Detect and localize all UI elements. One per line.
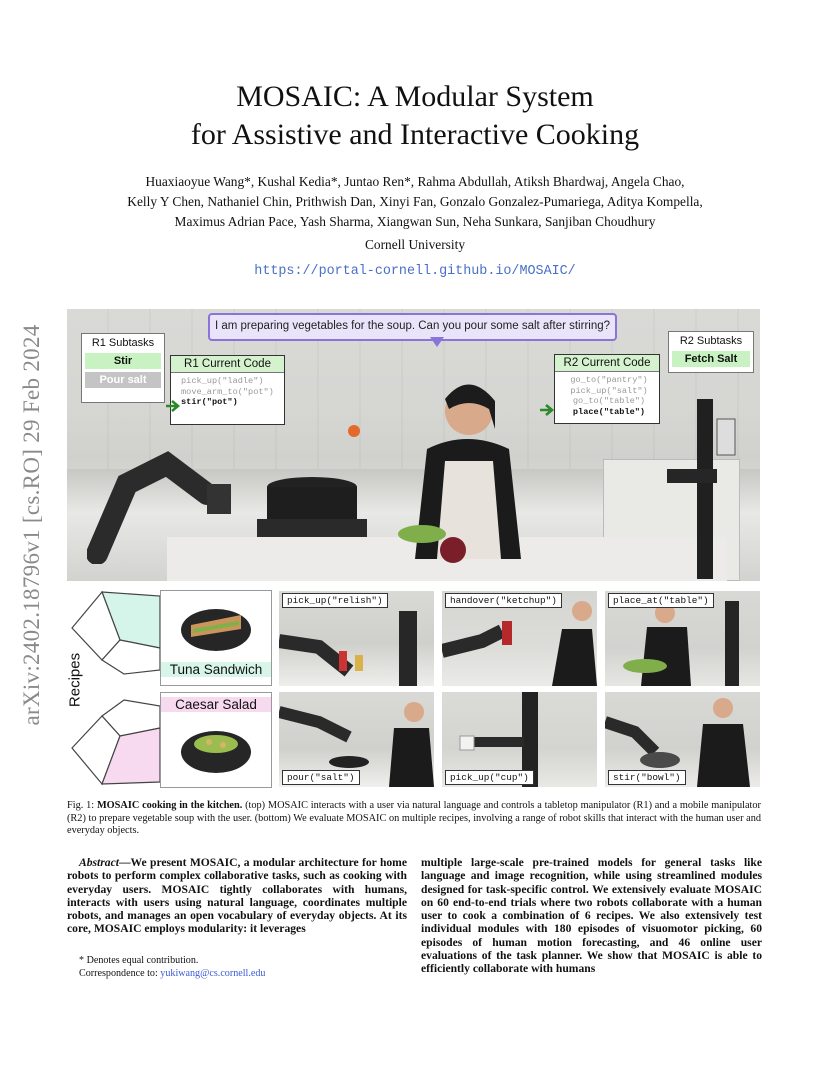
skill-label: handover("ketchup") xyxy=(445,593,562,608)
r2-code-panel xyxy=(554,354,660,424)
abstract-text-1: —We present MOSAIC, a modular architecture for home robots to perform complex collaborative tasks, such as cooking with everyday users. MOSAIC tightly collaborates with humans, interacts with users using natural language, coordinates multiple robots, and manages an open vocabulary of everyday objects. At its core, MOSAIC employs modularity: it leverages xyxy=(67,856,407,936)
abstract-label: Abstract xyxy=(79,856,119,869)
onion-held xyxy=(347,424,361,438)
r1-code-header: R1 Current Code xyxy=(171,356,284,373)
footnote-correspondence: Correspondence to: xyxy=(79,967,161,979)
title-line-1: MOSAIC: A Modular System xyxy=(236,80,594,113)
r1-subtasks-header: R1 Subtasks xyxy=(91,337,155,349)
abstract-column-1 xyxy=(67,856,407,936)
arrow-right-icon xyxy=(166,400,182,412)
r2-code-line: go_to("table") xyxy=(572,396,646,407)
vegetable-bowl xyxy=(397,524,447,544)
affiliation: Cornell University xyxy=(364,237,466,252)
r2-subtasks-panel xyxy=(668,331,754,373)
r1-subtask-active: Stir xyxy=(85,353,161,369)
skill-thumbnail xyxy=(605,591,760,686)
r2-subtasks-header: R2 Subtasks xyxy=(679,335,743,347)
user-speech-bubble: I am preparing vegetables for the soup. Can you pour some salt after stirring? xyxy=(208,313,617,341)
recipe-wheel xyxy=(62,588,162,788)
r1-code-panel xyxy=(170,355,285,425)
r1-code-line: pick_up("ladle") xyxy=(181,376,264,386)
recipe-card-tuna-sandwich xyxy=(160,590,272,686)
abstract-column-2 xyxy=(421,856,762,976)
caption-text: (top) MOSAIC interacts with a user via natural language and controls a tabletop manipulator (R1) and a mobile manipulator (R2) to prepare vegetable soup with the user. (bottom) We evaluate MOSAIC on multiple recipes, involving a range of robot skills that interact with the human user and everyday objects. xyxy=(67,800,761,837)
r1-code-current-text: stir("pot") xyxy=(181,397,238,408)
caption-label: Fig. 1: xyxy=(67,800,95,811)
r2-code-line: go_to("pantry") xyxy=(570,375,648,385)
arxiv-id: arXiv:2402.18796v1 [cs.RO] 29 Feb 2024 xyxy=(19,324,44,726)
figure-caption xyxy=(67,800,761,838)
project-url[interactable]: https://portal-cornell.github.io/MOSAIC/ xyxy=(254,264,576,279)
arrow-right-icon xyxy=(540,404,556,416)
pot xyxy=(257,469,367,539)
paper-title xyxy=(120,78,710,154)
kitchen-photo xyxy=(67,309,760,581)
skill-thumbnail xyxy=(279,591,434,686)
skill-label: pick_up("relish") xyxy=(282,593,388,608)
r1-code-line: move_arm_to("pot") xyxy=(181,386,274,397)
r1-subtasks-panel xyxy=(81,333,165,403)
skill-label: pick_up("cup") xyxy=(445,770,534,785)
mobile-robot-r2 xyxy=(667,399,747,579)
r1-subtask-pending: Pour salt xyxy=(85,372,161,388)
title-line-2: for Assistive and Interactive Cooking xyxy=(190,118,640,151)
skill-thumbnail xyxy=(279,692,434,787)
abstract-text-2: multiple large-scale pre-trained models for general tasks like language and image recognition, while using streamlined modules designed for task-specific control. We extensively evaluate MOSAIC on 60 end-to-end trials where two robots collaborate with a human user to cook a combination of 6 recipes. We also extensively test individual modules with 180 episodes of visuomotor picking, 60 episodes of human motion forecasting, and 46 online user evaluations of the task planner. We show that MOSAIC is able to efficiently collaborate with humans xyxy=(421,856,762,976)
skill-thumbnail xyxy=(442,591,597,686)
r2-code-line: pick_up("salt") xyxy=(570,385,648,396)
skill-label: stir("bowl") xyxy=(608,770,686,785)
skill-label: place_at("table") xyxy=(608,593,714,608)
r2-code-body xyxy=(555,372,659,417)
recipes-label-text: Recipes xyxy=(66,652,84,708)
sandwich-image xyxy=(189,607,243,641)
author-list xyxy=(80,172,750,232)
arxiv-stamp xyxy=(8,290,56,760)
r2-code-header: R2 Current Code xyxy=(555,355,659,372)
r1-code-body xyxy=(171,373,284,408)
authors-line-3: Maximus Adrian Pace, Yash Sharma, Xiangwan Sun, Neha Sunkara, Sanjiban Choudhury xyxy=(174,214,656,229)
authors-line-2: Kelly Y Chen, Nathaniel Chin, Prithwish Dan, Xinyi Fan, Gonzalo Gonzalez-Pumariega, Aditya Kompella, xyxy=(127,194,703,209)
skill-thumbnail xyxy=(605,692,760,787)
tabletop-robot-r1 xyxy=(87,424,237,564)
speech-bubble-tail xyxy=(430,337,444,347)
skill-thumbnail xyxy=(442,692,597,787)
authors-line-1: Huaxiaoyue Wang*, Kushal Kedia*, Juntao Ren*, Rahma Abdullah, Atiksh Bhardwaj, Angela Chao, xyxy=(145,174,685,189)
r1-code-current xyxy=(181,397,284,408)
caption-title: MOSAIC cooking in the kitchen. xyxy=(96,800,243,811)
robot-arm-image xyxy=(279,611,434,686)
recipe-1-label: Tuna Sandwich xyxy=(161,662,271,677)
salad-image xyxy=(191,733,241,755)
recipe-card-caesar-salad xyxy=(160,692,272,788)
footnote-equal-contribution: * Denotes equal contribution. xyxy=(79,955,199,966)
recipe-2-label: Caesar Salad xyxy=(161,697,271,712)
r2-subtask-active: Fetch Salt xyxy=(672,351,750,367)
skill-label: pour("salt") xyxy=(282,770,360,785)
r2-code-current: place("table") xyxy=(572,406,646,417)
correspondence-email-link[interactable]: yukiwang@cs.cornell.edu xyxy=(160,967,266,979)
footnotes xyxy=(67,955,407,980)
